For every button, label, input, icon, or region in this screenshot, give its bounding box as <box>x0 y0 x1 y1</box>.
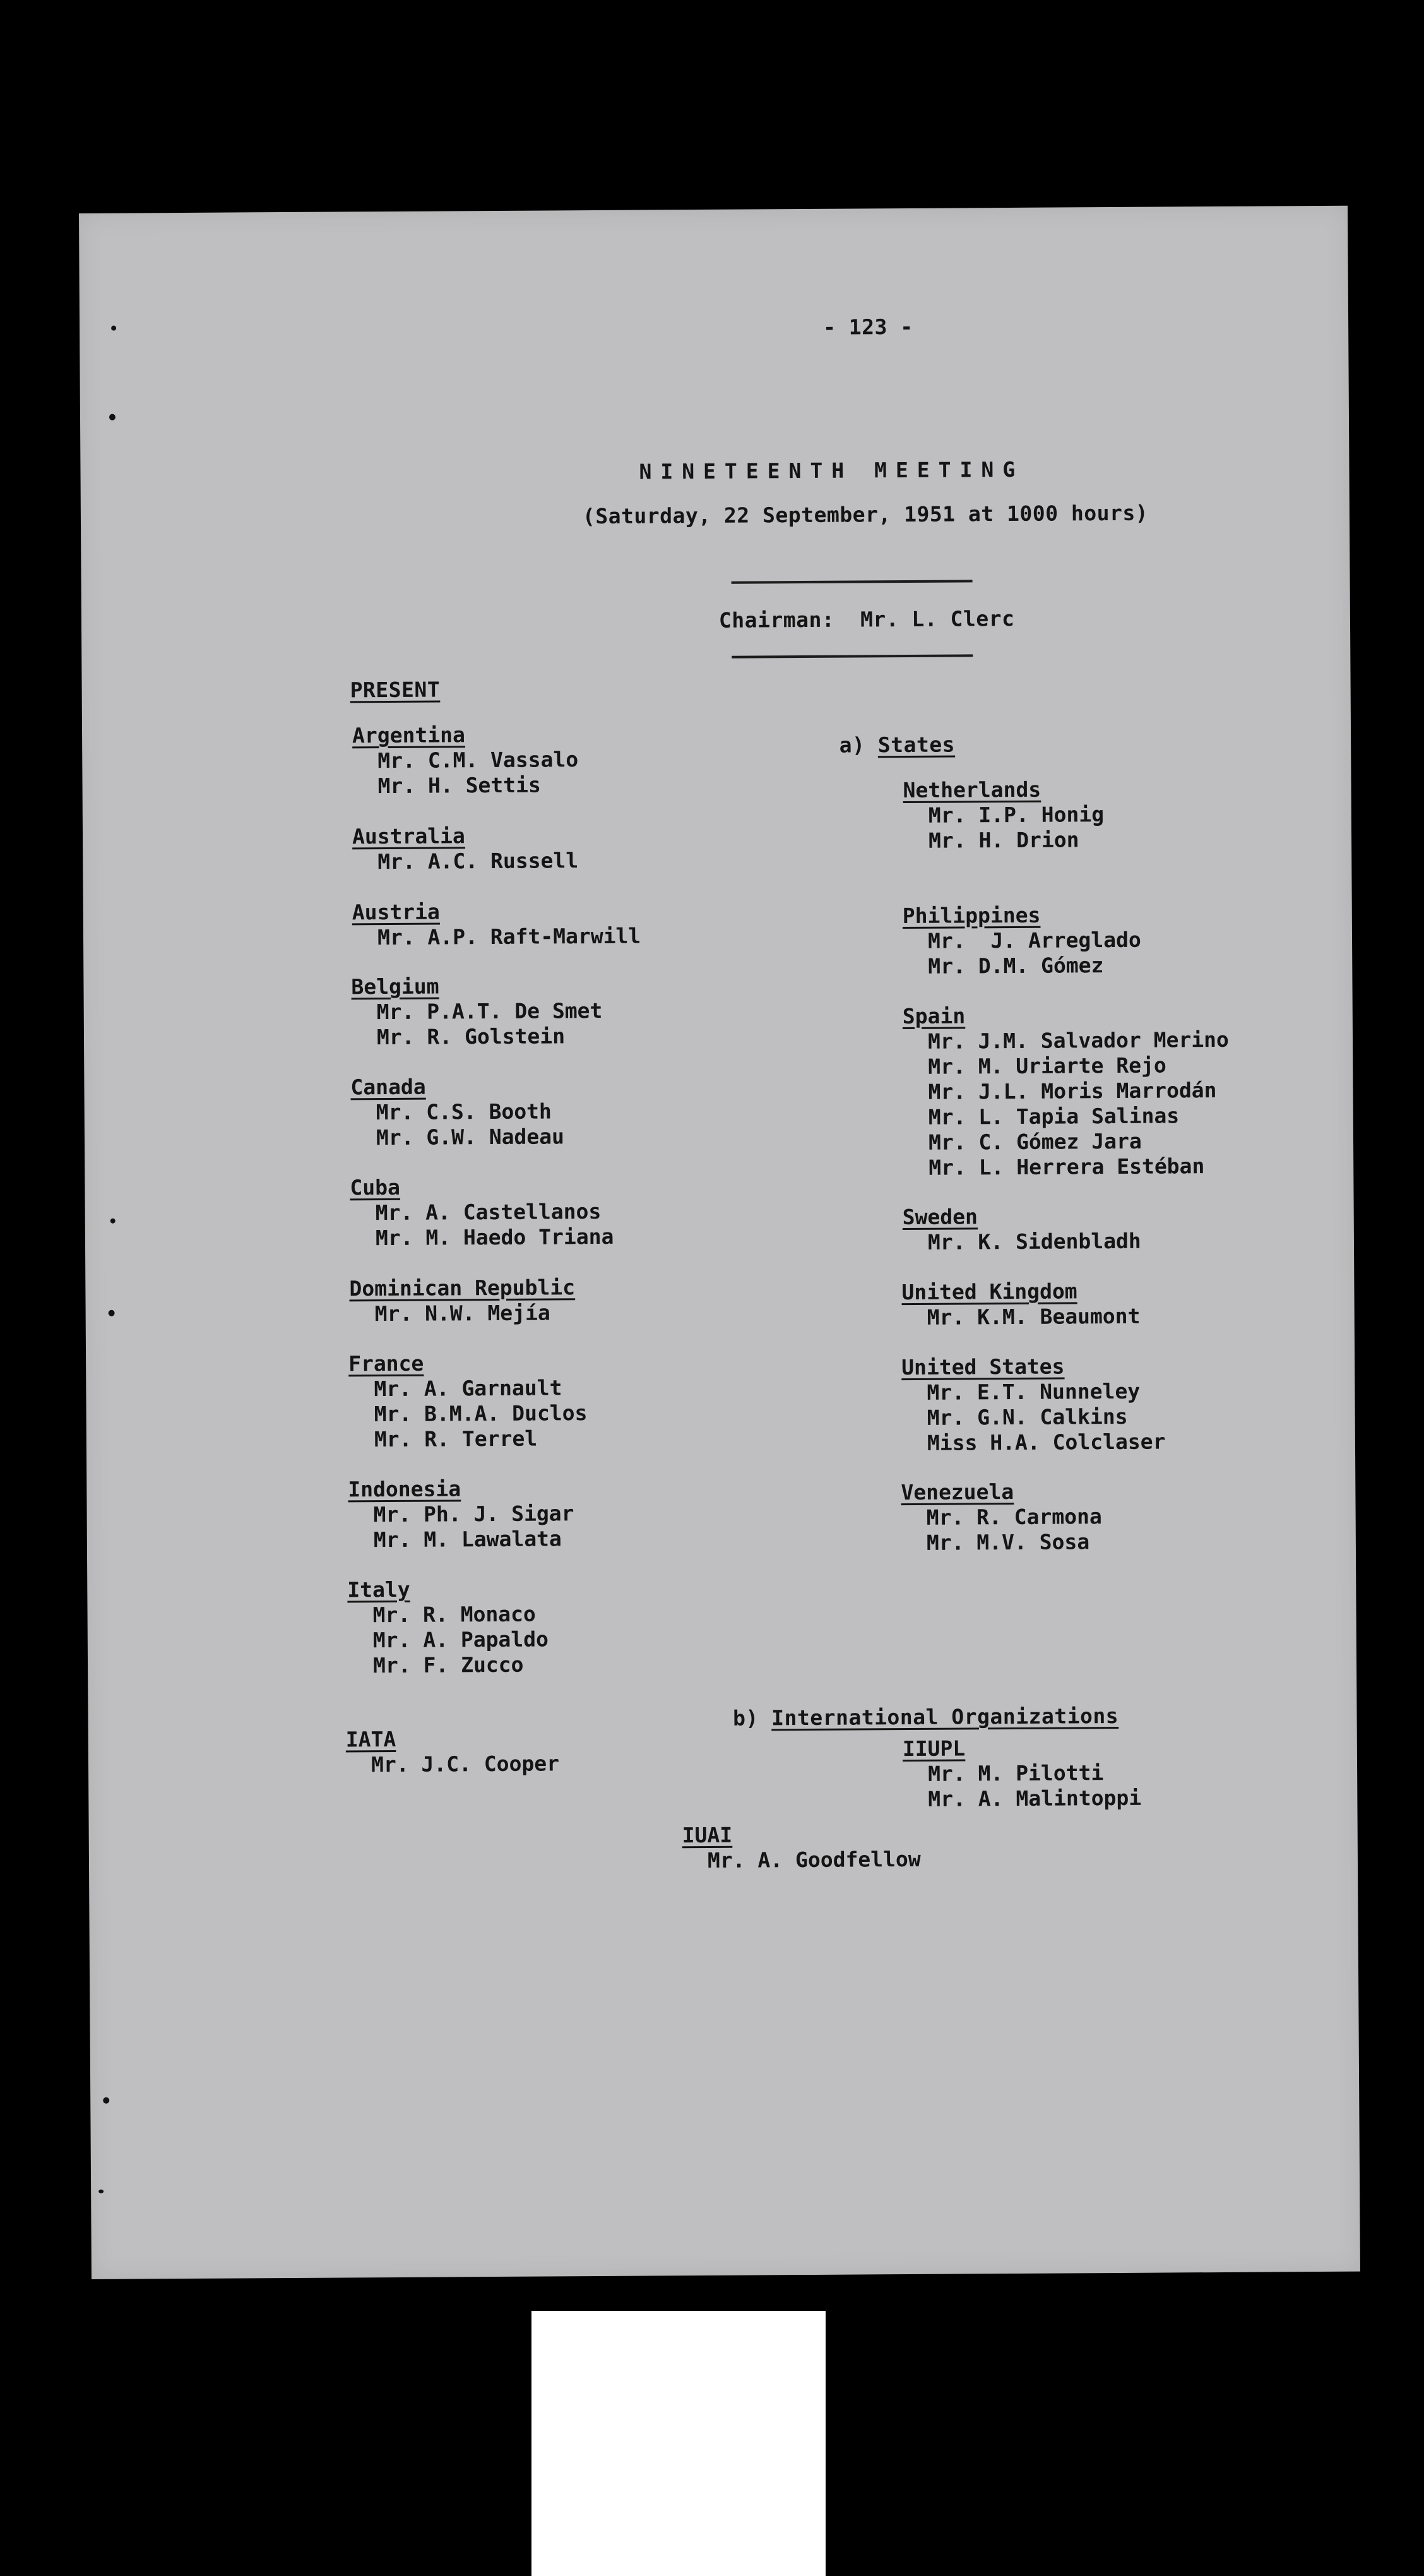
member-name: Mr. M. Uriarte Rejo <box>928 1052 1166 1079</box>
country-name: France <box>348 1351 424 1376</box>
country-name: Dominican Republic <box>349 1275 576 1301</box>
country-name: Indonesia <box>348 1476 461 1502</box>
states-heading <box>788 707 956 784</box>
margin-speck <box>109 414 116 420</box>
member-name: Mr. R. Terrel <box>374 1426 538 1452</box>
member-name: Mr. L. Tapia Salinas <box>928 1103 1180 1130</box>
member-name: Mr. R. Golstein <box>376 1023 566 1050</box>
member-name: Mr. A. Papaldo <box>372 1626 549 1653</box>
country-name: United Kingdom <box>901 1279 1077 1305</box>
member-name: Mr. Ph. J. Sigar <box>373 1501 574 1527</box>
country-name: Austria <box>352 899 440 925</box>
delegation-belgium <box>351 973 602 1050</box>
member-name: Mr. J. Arreglado <box>927 927 1141 953</box>
member-name: Mr. A. Goodfellow <box>707 1846 921 1873</box>
reference-card <box>531 2311 826 2576</box>
margin-speck <box>111 326 116 331</box>
member-name: Mr. M.V. Sosa <box>926 1529 1090 1555</box>
delegation-iiupl <box>903 1735 1141 1812</box>
delegation-france <box>348 1350 588 1452</box>
country-name: Australia <box>352 823 465 849</box>
present-heading: PRESENT <box>350 677 441 703</box>
member-name: Mr. D.M. Gómez <box>928 953 1104 979</box>
country-name: IUAI <box>682 1822 733 1848</box>
member-name: Mr. K.M. Beaumont <box>927 1303 1141 1330</box>
member-name: Mr. J.M. Salvador Merino <box>927 1027 1229 1054</box>
document-sheet <box>79 206 1360 2279</box>
member-name: Mr. C.M. Vassalo <box>377 747 579 773</box>
member-name: Mr. I.P. Honig <box>928 802 1105 828</box>
member-name: Mr. A.C. Russell <box>377 848 579 874</box>
member-name: Mr. L. Herrera Estéban <box>929 1154 1205 1180</box>
country-name: Netherlands <box>903 777 1041 803</box>
delegation-netherlands <box>903 777 1104 854</box>
delegation-venezuela <box>901 1479 1102 1556</box>
member-name: Mr. R. Carmona <box>926 1504 1102 1530</box>
member-name: Mr. A. Malintoppi <box>928 1785 1142 1811</box>
country-name: IATA <box>345 1726 396 1752</box>
delegation-iata <box>346 1726 559 1777</box>
delegation-spain <box>903 1002 1230 1181</box>
country-name: Venezuela <box>901 1479 1014 1505</box>
delegation-philippines <box>903 902 1141 979</box>
bottom-rule <box>732 654 973 658</box>
page-number: - 123 - <box>823 314 913 340</box>
delegation-cuba <box>350 1174 614 1251</box>
member-name: Mr. G.W. Nadeau <box>376 1124 565 1150</box>
delegation-sweden <box>903 1203 1141 1255</box>
member-name: Mr. P.A.T. De Smet <box>376 998 603 1025</box>
member-name: Mr. K. Sidenbladh <box>927 1228 1141 1255</box>
member-name: Mr. A.P. Raft-Marwill <box>377 923 641 950</box>
member-name: Mr. B.M.A. Duclos <box>374 1400 588 1427</box>
meeting-date: (Saturday, 22 September, 1951 at 1000 hours) <box>582 500 1149 529</box>
delegation-united-states <box>901 1354 1165 1457</box>
delegation-dominican-republic <box>349 1275 575 1327</box>
member-name: Mr. J.L. Moris Marrodán <box>928 1078 1217 1104</box>
member-name: Mr. J.C. Cooper <box>371 1751 560 1777</box>
margin-speck <box>103 2097 109 2104</box>
member-name: Mr. M. Lawalata <box>373 1526 562 1553</box>
delegation-canada <box>350 1073 564 1150</box>
meeting-title: NINETEENTH MEETING <box>639 456 1024 484</box>
member-name: Mr. C.S. Booth <box>376 1099 552 1125</box>
country-name: Canada <box>350 1074 426 1100</box>
member-name: Mr. E.T. Nunneley <box>927 1378 1141 1405</box>
margin-speck <box>98 2190 104 2193</box>
intl-orgs-heading-label: International Organizations <box>771 1703 1119 1731</box>
country-name: Belgium <box>351 974 439 999</box>
country-name: Spain <box>902 1003 966 1029</box>
country-name: Sweden <box>902 1204 978 1230</box>
member-name: Mr. H. Settis <box>377 772 541 799</box>
member-name: Mr. N.W. Mejía <box>374 1300 550 1327</box>
states-heading-prefix: a) <box>839 732 865 758</box>
delegation-australia <box>352 823 578 874</box>
country-name: Italy <box>347 1577 410 1602</box>
delegation-austria <box>352 898 641 951</box>
member-name: Mr. H. Drion <box>928 827 1079 853</box>
country-name: Argentina <box>352 722 465 748</box>
country-name: United States <box>901 1354 1065 1380</box>
member-name: Mr. F. Zucco <box>372 1652 524 1678</box>
country-name: Philippines <box>902 902 1041 929</box>
delegation-united-kingdom <box>901 1279 1140 1330</box>
margin-speck <box>110 1219 116 1224</box>
country-name: Cuba <box>350 1174 401 1200</box>
delegation-indonesia <box>348 1476 574 1553</box>
member-name: Mr. M. Pilotti <box>928 1760 1104 1786</box>
intl-orgs-heading-prefix: b) <box>732 1705 759 1731</box>
top-rule <box>732 580 973 583</box>
member-name: Mr. M. Haedo Triana <box>375 1224 614 1251</box>
member-name: Mr. A. Castellanos <box>375 1198 602 1225</box>
chairman-line: Chairman: Mr. L. Clerc <box>718 605 1015 633</box>
member-name: Mr. G.N. Calkins <box>927 1404 1128 1430</box>
country-name: IIUPL <box>902 1736 966 1762</box>
member-name: Miss H.A. Colclaser <box>927 1429 1166 1455</box>
delegation-argentina <box>352 722 579 799</box>
delegation-italy <box>347 1576 549 1678</box>
delegation-iuai <box>682 1822 921 1873</box>
member-name: Mr. C. Gómez Jara <box>928 1128 1142 1155</box>
member-name: Mr. A. Garnault <box>374 1375 562 1402</box>
member-name: Mr. R. Monaco <box>372 1601 536 1628</box>
states-heading-label: States <box>877 732 956 758</box>
margin-speck <box>109 1310 115 1316</box>
